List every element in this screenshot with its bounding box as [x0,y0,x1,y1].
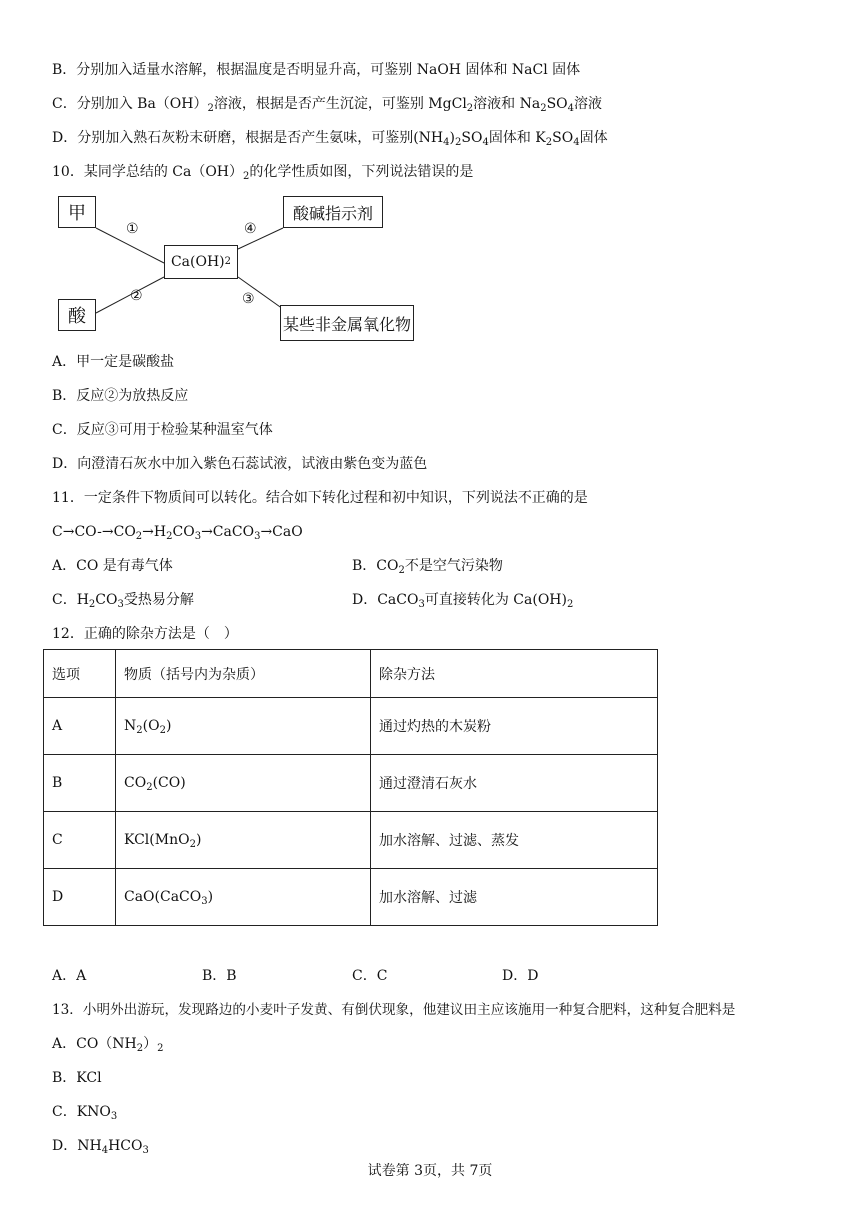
q13-option-a: A．$CO(NH_2)_2$ [52,1036,164,1054]
row-method: 加水溶解、过滤、蒸发 [371,812,658,869]
q10-option-b: B．反应②为放热反应 [52,388,189,404]
box-nonmetal-oxide: 某些非金属氧化物 [280,305,414,341]
q9-option-b: B．分别加入适量水溶解，根据温度是否明显升高，可鉴别 NaOH 固体和 NaCl 固体 [52,62,581,78]
q10-option-c: C．反应③可用于检验某种温室气体 [52,422,273,438]
row-method: 通过澄清石灰水 [371,755,658,812]
row-substance: $CO_2(CO)$ [116,755,371,812]
q10-option-a: A．甲一定是碳酸盐 [52,354,175,370]
q10-option-d: D．向澄清石灰水中加入紫色石蕊试液，试液由紫色变为蓝色 [52,456,428,472]
q11-option-b: B．$CO_2$不是空气污染物 [352,558,503,576]
q9-option-c: C．分别加入 $Ba(OH)_2$溶液，根据是否产生沉淀，可鉴别 MgCl$_2$溶液和 $Na_2SO_4$溶液 [52,96,603,114]
table-row [44,869,658,926]
q13-stem: 13．小明外出游玩，发现路边的小麦叶子发黄、有倒伏现象，他建议田主应该施用一种复合肥料，这种复合肥料是 [52,1002,736,1018]
q12-answer-b: B．B [202,968,237,984]
row-option: B [44,755,116,812]
header-substance: 物质（括号内为杂质） [116,650,371,698]
q10-stem: 10．某同学总结的 $Ca(OH)_2$的化学性质如图，下列说法错误的是 [52,164,474,182]
label-4: ④ [244,221,257,237]
q13-option-c: C．$KNO_3$ [52,1104,118,1122]
page-footer: 试卷第 3页，共 7页 [367,1163,493,1179]
q9-option-d: D．分别加入熟石灰粉末研磨，根据是否产生氨味，可鉴别$(NH_4)_2SO_4$固体和 $K_2SO_4$固体 [52,130,608,148]
row-method: 通过灼热的木炭粉 [371,698,658,755]
q12-answer-c: C．C [352,968,388,984]
row-option: C [44,812,116,869]
q12-answer-d: D．D [502,968,539,984]
q11-option-a: A．CO 是有毒气体 [52,558,173,574]
row-method: 加水溶解、过滤 [371,869,658,926]
q12-answer-a: A．A [52,968,87,984]
q11-stem: 11．一定条件下物质间可以转化。结合如下转化过程和初中知识，下列说法不正确的是 [52,490,588,506]
row-substance: KCl(MnO$_2$) [116,812,371,869]
box-jia: 甲 [58,196,96,228]
table-row [44,812,658,869]
caoh2-property-diagram [40,185,440,355]
header-option: 选项 [44,650,116,698]
box-indicator: 酸碱指示剂 [283,196,383,228]
purification-table [43,649,658,926]
box-caoh2: Ca(OH) 2 [164,245,238,279]
box-acid: 酸 [58,299,96,331]
table-row [44,755,658,812]
q11-option-c: C．$H_2CO_3$受热易分解 [52,592,194,610]
label-1: ① [126,221,139,237]
table-row [44,698,658,755]
q12-stem: 12．正确的除杂方法是（ ） [52,626,238,642]
q13-option-d: D．$NH_4HCO_3$ [52,1138,149,1156]
table-header-row [44,650,658,698]
q13-option-b: B．KCl [52,1070,102,1086]
row-substance: $N_2(O_2)$ [116,698,371,755]
label-3: ③ [242,291,255,307]
header-method: 除杂方法 [371,650,658,698]
label-2: ② [130,288,143,304]
q11-option-d: D．CaCO$_3$可直接转化为 $Ca(OH)_2$ [352,592,574,610]
row-option: D [44,869,116,926]
row-option: A [44,698,116,755]
q11-chain: $C\to CO-\to CO_2\to H_2CO_3\to CaCO_3\to CaO$ [52,524,303,542]
row-substance: CaO(CaCO$_3$) [116,869,371,926]
